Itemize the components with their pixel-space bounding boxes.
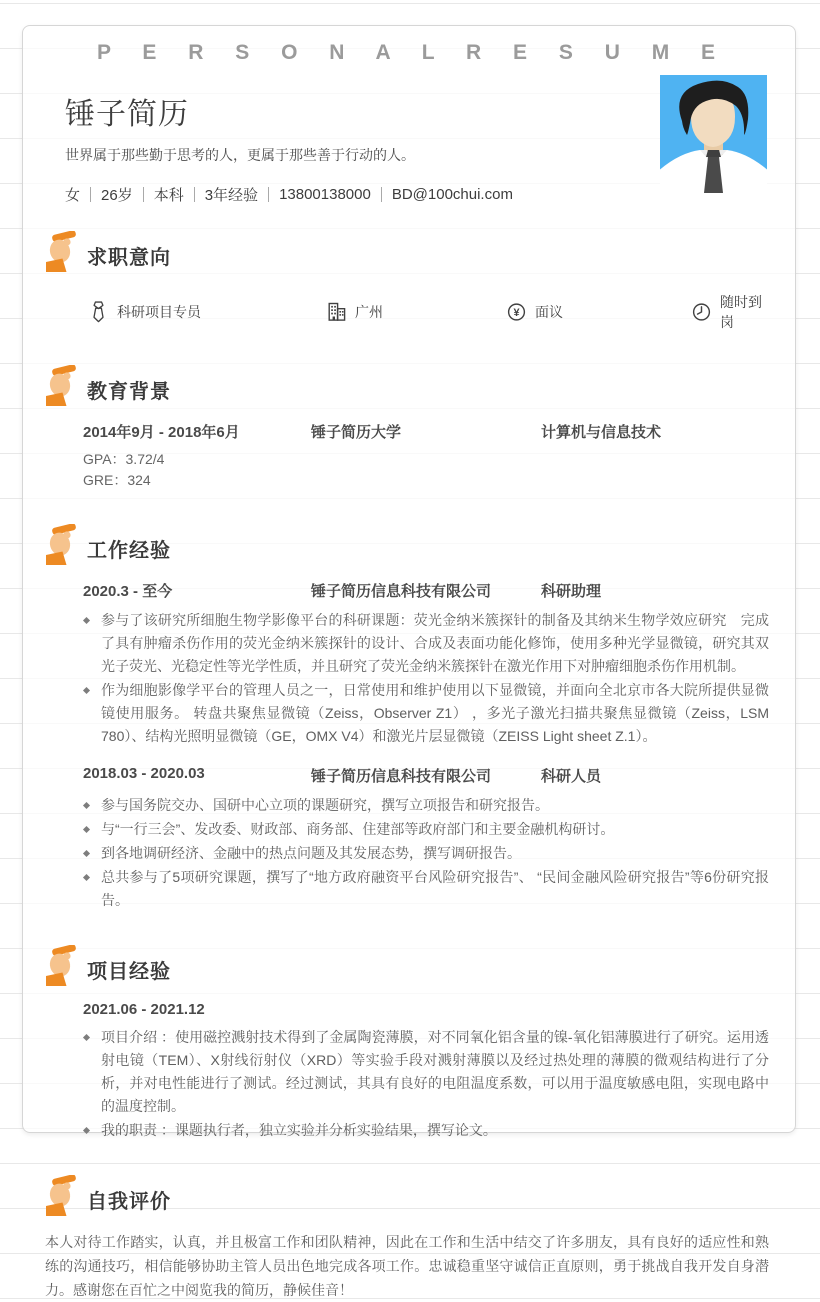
building-icon <box>327 301 346 323</box>
project-header-row <box>83 1001 769 1018</box>
phone-number: 13800138000 <box>279 186 371 203</box>
bullet-icon <box>83 1127 90 1134</box>
bullet-text: 作为细胞影像学平台的管理人员之一，日常使用和维护使用以下显微镜，并面向全北京市各大院所提供显微镜使用服务。 转盘共聚焦显微镜（Zeiss，Observer Z1） ，多光子激光扫描共聚焦显微镜（Zeiss，LSM 780）、结构光照明显微镜（GE，OMX V4）和激光片层显微镜（ZEISS Light sheet Z.1）。 <box>101 682 769 744</box>
avatar-illustration <box>660 75 767 193</box>
job-bullet-list <box>83 794 769 912</box>
contact-divider <box>268 187 269 202</box>
resume-header <box>43 89 769 205</box>
gender: 女 <box>65 187 81 204</box>
section-title: 工作经验 <box>87 540 171 562</box>
job-period: 2018.03 - 2020.03 <box>83 765 205 782</box>
intent-city <box>327 292 507 332</box>
job-company: 锤子简历信息科技有限公司 <box>311 583 492 600</box>
fist-pen-icon <box>46 365 77 406</box>
bullet-text: 参与了该研究所细胞生物学影像平台的科研课题：荧光金纳米簇探针的制备及其纳米生物学效应研究 完成了具有肿瘤杀伤作用的荧光金纳米簇探针的设计、合成及表面功能化修饰，使用多种光学显微镜，研究其双光子荧光、光稳定性等光学性质，并且研究了荧光金纳米簇探针在激光作用下对肿瘤细胞杀伤作用机制。 <box>101 612 769 674</box>
self-evaluation-text: 本人对待工作踏实，认真，并且极富工作和团队精神，因此在工作和生活中结交了许多朋友，具有良好的适应性和熟练的沟通技巧，相信能够协助主管人员出色地完成各项工作。忠诚稳重坚守诚信正直原则，勇于挑战自我开发自身潜力。感谢您在百忙之中阅览我的简历，静候佳音！ <box>45 1234 769 1298</box>
contact-divider <box>90 187 91 202</box>
job-period: 2020.3 - 至今 <box>83 583 173 600</box>
list-item <box>83 866 769 912</box>
clock-icon <box>692 301 711 323</box>
contact-divider <box>381 187 382 202</box>
fist-pen-icon <box>46 945 77 986</box>
project-period: 2021.06 - 2021.12 <box>83 1001 205 1018</box>
watermark-title: P E R S O N A L R E S U M E <box>96 41 729 64</box>
job-bullet-list <box>83 609 769 748</box>
section-title: 教育背景 <box>87 381 171 403</box>
email-address: BD@100chui.com <box>391 186 513 203</box>
bullet-text: 项目介绍 ：使用磁控溅射技术得到了金属陶瓷薄膜，对不同氧化铝含量的镍-氧化铝薄膜进行了研究。运用透射电镜（TEM）、X射线衍射仪（XRD）等实验手段对溅射薄膜以及经过热处理的薄膜的微观结构进行了分析，并对电性能进行了测试。经过测试，其具有良好的电阻温度系数，可以用于温度敏感电阻，实现电路中的温度控制。 <box>101 1029 769 1114</box>
section-heading-selfeval <box>46 1175 769 1216</box>
age: 26岁 <box>101 187 133 204</box>
fist-pen-icon <box>46 231 77 272</box>
section-heading-work <box>46 524 769 565</box>
intent-label: 广州 <box>355 304 383 320</box>
education-gpa: GPA：3.72/4 <box>83 451 165 467</box>
avatar <box>660 75 767 193</box>
list-item <box>83 818 769 841</box>
education-period: 2014年9月 - 2018年6月 <box>83 424 240 441</box>
bullet-text: 参与国务院交办、国研中心立项的课题研究，撰写立项报告和研究报告。 <box>101 797 549 813</box>
bullet-text: 到各地调研经济、金融中的热点问题及其发展态势，撰写调研报告。 <box>101 845 521 861</box>
bullet-icon <box>83 826 90 833</box>
education-major: 计算机与信息技术 <box>541 424 662 441</box>
job-role: 科研助理 <box>541 583 602 600</box>
project-bullet-list <box>83 1026 769 1142</box>
bullet-icon <box>83 1034 90 1041</box>
bullet-icon <box>83 802 90 809</box>
list-item <box>83 1026 769 1118</box>
section-heading-education <box>46 365 769 406</box>
intent-label: 面议 <box>535 304 563 320</box>
section-title: 项目经验 <box>87 961 171 983</box>
resume-card <box>22 25 796 1298</box>
intent-availability <box>692 292 769 332</box>
bullet-text: 与“一行三会”、发改委、财政部、商务部、住建部等政府部门和主要金融机构研讨。 <box>101 821 615 837</box>
degree: 本科 <box>153 187 184 204</box>
experience-years: 3年经验 <box>204 187 259 204</box>
section-heading-intent <box>46 231 769 272</box>
list-item <box>83 842 769 865</box>
bullet-text: 总共参与了5项研究课题，撰写了“地方政府融资平台风险研究报告”、 “民间金融风险研究报告”等6份研究报告。 <box>101 869 769 908</box>
yuan-icon <box>507 301 526 323</box>
list-item <box>83 1119 769 1142</box>
contact-divider <box>194 187 195 202</box>
education-school: 锤子简历大学 <box>311 424 402 441</box>
education-gre: GRE：324 <box>83 472 151 488</box>
personal-motto: 世界属于那些勤于思考的人，更属于那些善于行动的人。 <box>65 147 415 163</box>
section-title: 自我评价 <box>87 1191 171 1213</box>
job-company: 锤子简历信息科技有限公司 <box>311 768 492 785</box>
bullet-icon <box>83 617 90 624</box>
education-row <box>83 421 769 442</box>
intent-label: 科研项目专员 <box>117 304 201 320</box>
intent-label: 随时到岗 <box>720 294 762 330</box>
fist-pen-icon <box>46 524 77 565</box>
bullet-text: 我的职责 ：课题执行者，独立实验并分析实验结果，撰写论文。 <box>101 1122 497 1138</box>
candidate-name: 锤子简历 <box>65 98 189 131</box>
section-title: 求职意向 <box>87 247 171 269</box>
job-intent-row <box>89 292 769 332</box>
contact-divider <box>143 187 144 202</box>
job-role: 科研人员 <box>541 768 602 785</box>
job-header-row <box>83 765 769 786</box>
bullet-icon <box>83 850 90 857</box>
bullet-icon <box>83 874 90 881</box>
intent-position <box>89 292 327 332</box>
list-item <box>83 794 769 817</box>
tie-icon <box>89 301 108 323</box>
list-item <box>83 609 769 678</box>
section-heading-project <box>46 945 769 986</box>
intent-salary <box>507 292 692 332</box>
list-item <box>83 679 769 748</box>
job-header-row <box>83 580 769 601</box>
fist-pen-icon <box>46 1175 77 1216</box>
bullet-icon <box>83 687 90 694</box>
